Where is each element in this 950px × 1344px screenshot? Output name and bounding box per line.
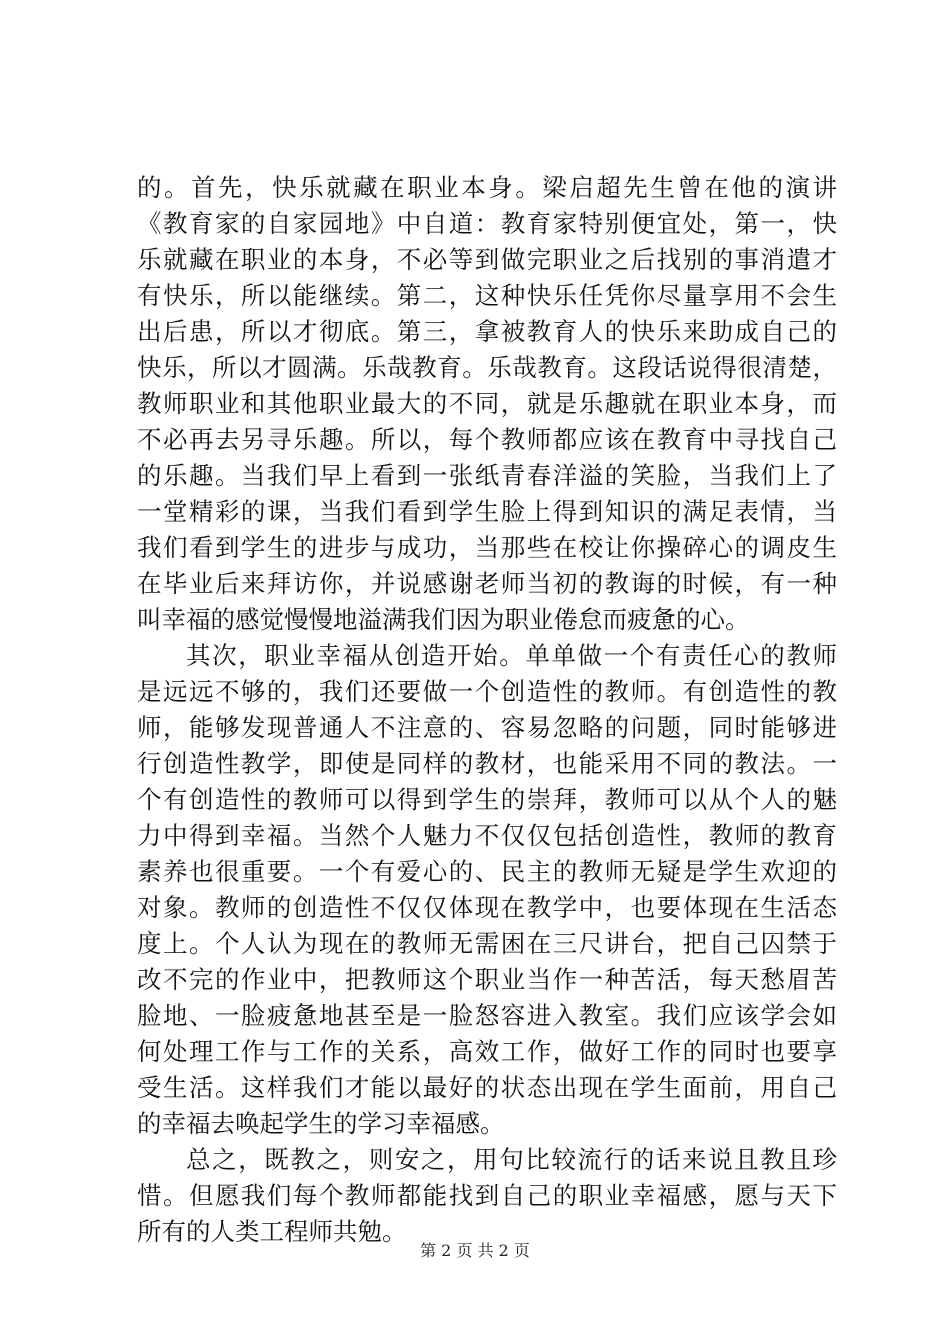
- text-line: 总之，既教之，则安之，用句比较流行的话来说且教且珍: [186, 1145, 837, 1174]
- text-line: 对象。教师的创造性不仅仅体现在教学中，也要体现在生活态: [137, 893, 837, 922]
- text-line: 是远远不够的，我们还要做一个创造性的教师。有创造性的教: [137, 677, 837, 706]
- text-line: 力中得到幸福。当然个人魅力不仅仅包括创造性，教师的教育: [137, 821, 837, 850]
- text-line: 乐就藏在职业的本身，不必等到做完职业之后找别的事消遣才: [137, 245, 837, 274]
- text-line: 一堂精彩的课，当我们看到学生脸上得到知识的满足表情，当: [137, 497, 837, 526]
- text-line: 快乐，所以才圆满。乐哉教育。乐哉教育。这段话说得很清楚，: [137, 353, 837, 382]
- paragraph: [137, 638, 837, 1142]
- text-line: 的幸福去唤起学生的学习幸福感。: [137, 1109, 505, 1138]
- text-line: 的。首先，快乐就藏在职业本身。梁启超先生曾在他的演讲: [137, 173, 837, 202]
- text-line: 所有的人类工程师共勉。: [137, 1217, 407, 1246]
- text-line: 行创造性教学，即使是同样的教材，也能采用不同的教法。一: [137, 749, 837, 778]
- document-body: [137, 170, 837, 1250]
- text-line: 叫幸福的感觉慢慢地溢满我们因为职业倦怠而疲惫的心。: [137, 605, 750, 634]
- text-line: 的乐趣。当我们早上看到一张纸青春洋溢的笑脸，当我们上了: [137, 461, 837, 490]
- text-line: 我们看到学生的进步与成功，当那些在校让你操碎心的调皮生: [137, 533, 837, 562]
- paragraph: [137, 170, 837, 638]
- text-line: 改不完的作业中，把教师这个职业当作一种苦活，每天愁眉苦: [137, 965, 837, 994]
- paragraph: [137, 1142, 837, 1250]
- text-line: 何处理工作与工作的关系，高效工作，做好工作的同时也要享: [137, 1037, 837, 1066]
- text-line: 其次，职业幸福从创造开始。单单做一个有责任心的教师: [186, 641, 837, 670]
- text-line: 脸地、一脸疲惫地甚至是一脸怒容进入教室。我们应该学会如: [137, 1001, 837, 1030]
- text-line: 个有创造性的教师可以得到学生的崇拜，教师可以从个人的魅: [137, 785, 837, 814]
- text-line: 师，能够发现普通人不注意的、容易忽略的问题，同时能够进: [137, 713, 837, 742]
- text-line: 出后患，所以才彻底。第三，拿被教育人的快乐来助成自己的: [137, 317, 837, 346]
- text-line: 《教育家的自家园地》中自道：教育家特别便宜处，第一，快: [137, 209, 837, 238]
- text-line: 教师职业和其他职业最大的不同，就是乐趣就在职业本身，而: [137, 389, 837, 418]
- text-line: 受生活。这样我们才能以最好的状态出现在学生面前，用自己: [137, 1073, 837, 1102]
- text-line: 惜。但愿我们每个教师都能找到自己的职业幸福感，愿与天下: [137, 1181, 837, 1210]
- text-line: 素养也很重要。一个有爱心的、民主的教师无疑是学生欢迎的: [137, 857, 837, 886]
- text-line: 度上。个人认为现在的教师无需困在三尺讲台，把自己囚禁于: [137, 929, 837, 958]
- text-line: 有快乐，所以能继续。第二，这种快乐任凭你尽量享用不会生: [137, 281, 837, 310]
- page-footer: 第 2 页 共 2 页: [420, 1241, 530, 1260]
- text-line: 在毕业后来拜访你，并说感谢老师当初的教诲的时候，有一种: [137, 569, 837, 598]
- text-line: 不必再去另寻乐趣。所以，每个教师都应该在教育中寻找自己: [137, 425, 837, 454]
